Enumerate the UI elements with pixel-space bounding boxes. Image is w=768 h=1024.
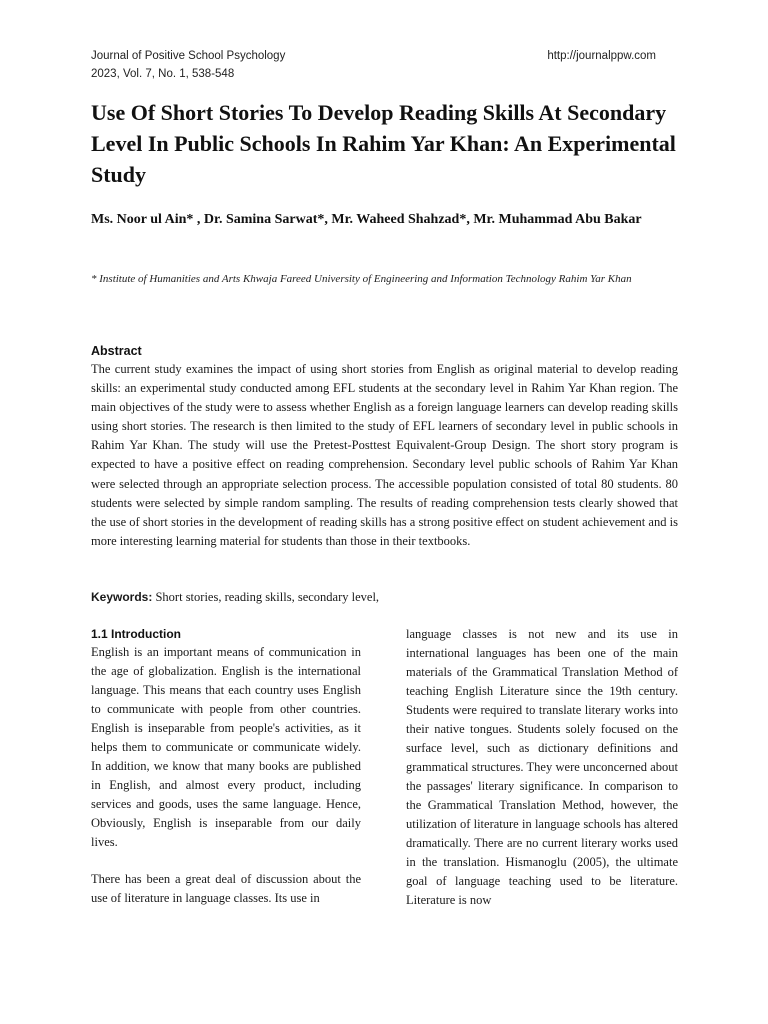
journal-issue: 2023, Vol. 7, No. 1, 538-548 [91, 68, 235, 80]
keywords-text: Short stories, reading skills, secondary level, [152, 590, 380, 604]
keywords-label: Keywords: [91, 590, 153, 604]
introduction-heading: 1.1 Introduction [91, 627, 181, 641]
keywords [91, 588, 678, 606]
journal-name: Journal of Positive School Psychology [91, 50, 286, 62]
right-column [406, 625, 678, 910]
paper-title: Use Of Short Stories To Develop Reading Skills At Secondary Level In Public Schools In Rahim Yar Khan: An Experimental Study [91, 100, 676, 187]
author-affiliation: * Institute of Humanities and Arts Khwaja Fareed University of Engineering and Information Technology Rahim Yar Khan [91, 273, 632, 285]
abstract-heading: Abstract [91, 344, 142, 358]
introduction-paragraph: English is an important means of communication in the age of globalization. English is the international language. This means that each country uses English to communicate with people from other countries. English is inseparable from people's activities, as it helps them to communicate or communicate widely. In addition, we know that many books are published in English, and almost every product, including services and goods, uses the same language. Hence, Obviously, English is inseparable from our daily lives. [91, 645, 361, 849]
introduction-paragraph: language classes is not new and its use in international languages has been one of the main materials of the Grammatical Translation Method of teaching English Literature since the 19th century. Students were required to translate literary works into their native tongues. Students solely focused on the surface level, such as dictionary definitions and grammatical structures. They were unconcerned about the passages' literary significance. In comparison to the Grammatical Translation Method, however, the utilization of literature in language schools has altered dramatically. There are no current literary works used in the translation. Hismanoglu (2005), the ultimate goal of language teaching used to be literature. Literature is now [406, 627, 678, 907]
running-header [91, 47, 656, 83]
journal-url[interactable]: http://journalppw.com [547, 50, 656, 62]
author-list: Ms. Noor ul Ain* , Dr. Samina Sarwat*, Mr. Waheed Shahzad*, Mr. Muhammad Abu Bakar [91, 212, 642, 227]
abstract-body: The current study examines the impact of using short stories from English as original material to develop reading skills: an experimental study conducted among EFL students at the secondary level in Rahim Yar Khan region. The main objectives of the study were to assess whether English as a foreign language learners can develop reading skills using short stories. The research is then limited to the study of EFL learners of secondary level in public schools in Rahim Yar Khan. The study will use the Pretest-Posttest Equivalent-Group Design. The short story program is expected to have a positive effect on reading comprehension. Secondary level public schools of Rahim Yar Khan were selected through an appropriate selection process. The accessible population consisted of total 80 students. 80 students were selected by simple random sampling. The results of reading comprehension tests clearly showed that the use of short stories in the development of reading skills has a strong positive effect on student achievement and is more interesting learning material for students than those in their textbooks. [91, 362, 678, 548]
introduction-paragraph: There has been a great deal of discussion about the use of literature in language classes. Its use in [91, 872, 361, 905]
left-column [91, 625, 361, 908]
